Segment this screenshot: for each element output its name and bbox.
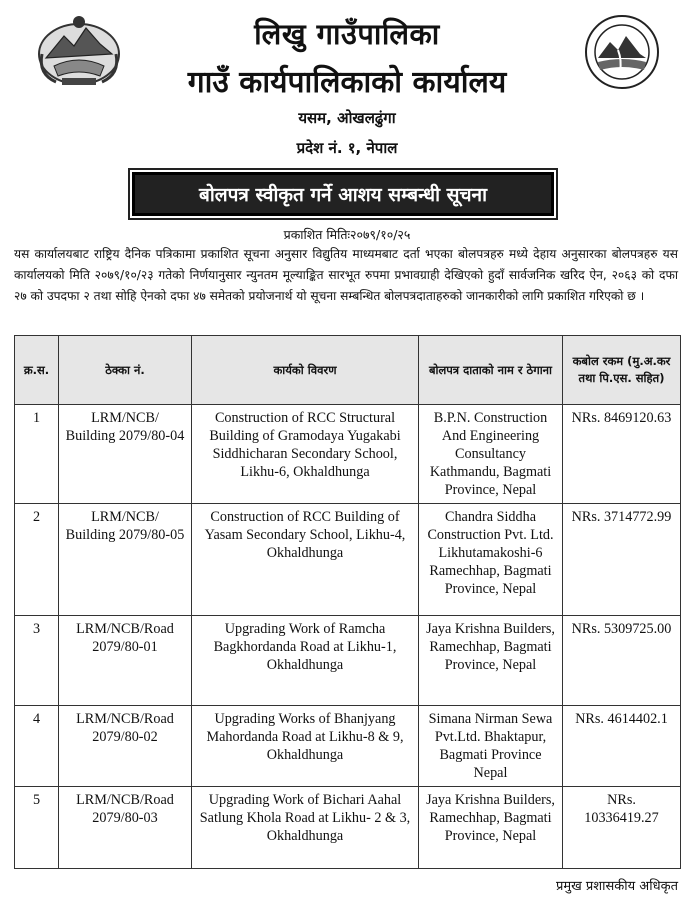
table-row bbox=[15, 706, 681, 787]
header-work: कार्यको विवरण bbox=[192, 336, 419, 405]
cell-work: Construction of RCC Building of Yasam Secondary School, Likhu-4, Okhaldhunga bbox=[192, 504, 419, 616]
cell-sn: 4 bbox=[15, 706, 59, 787]
header-bidder: बोलपत्र दाताको नाम र ठेगाना bbox=[419, 336, 563, 405]
cell-bidder: Jaya Krishna Builders, Ramechhap, Bagmati Province, Nepal bbox=[419, 616, 563, 706]
cell-contract-no: LRM/NCB/Road 2079/80-01 bbox=[59, 616, 192, 706]
signatory-title: प्रमुख प्रशासकीय अधिकृत bbox=[555, 879, 678, 894]
cell-bidder: Jaya Krishna Builders, Ramechhap, Bagmati Province, Nepal bbox=[419, 787, 563, 869]
table-row bbox=[15, 616, 681, 706]
table-row bbox=[15, 405, 681, 504]
cell-contract-no: LRM/NCB/ Building 2079/80-04 bbox=[59, 405, 192, 504]
cell-amount: NRs. 10336419.27 bbox=[563, 787, 681, 869]
cell-work: Upgrading Work of Ramcha Bagkhordanda Road at Likhu-1, Okhaldhunga bbox=[192, 616, 419, 706]
bid-acceptance-table bbox=[14, 335, 681, 869]
cell-bidder: Simana Nirman Sewa Pvt.Ltd. Bhaktapur, Bagmati Province Nepal bbox=[419, 706, 563, 787]
header-sn: क्र.स. bbox=[15, 336, 59, 405]
cell-sn: 1 bbox=[15, 405, 59, 504]
cell-sn: 3 bbox=[15, 616, 59, 706]
table-row bbox=[15, 504, 681, 616]
cell-contract-no: LRM/NCB/Road 2079/80-02 bbox=[59, 706, 192, 787]
office-subtitle: गाउँ कार्यपालिकाको कार्यालय bbox=[187, 65, 507, 100]
cell-work: Construction of RCC Structural Building of Gramodaya Yugakabi Siddhicharan Secondary School, Likhu-6, Okhaldhunga bbox=[192, 405, 419, 504]
cell-bidder: B.P.N. Construction And Engineering Consultancy Kathmandu, Bagmati Province, Nepal bbox=[419, 405, 563, 504]
cell-amount: NRs. 4614402.1 bbox=[563, 706, 681, 787]
cell-work: Upgrading Works of Bhanjyang Mahordanda Road at Likhu-8 & 9, Okhaldhunga bbox=[192, 706, 419, 787]
header-contract-no: ठेक्का नं. bbox=[59, 336, 192, 405]
published-date: प्रकाशित मितिः२०७९/१०/२५ bbox=[283, 227, 411, 242]
cell-amount: NRs. 3714772.99 bbox=[563, 504, 681, 616]
notice-body: यस कार्यालयबाट राष्ट्रिय दैनिक पत्रिकामा प्रकाशित सूचना अनुसार विद्युतिय माध्यमबाट दर्ता भएका बोलपत्रहरु मध्ये देहाय अनुसारका बोलपत्रहरु यस कार्यालयको मिति २०७९/१०/२३ गतेको निर्णयानुसार न्युनतम मूल्याङ्कित सारभूत रुपमा प्रभावग्राही देखिएको हुदाँ सार्वजनिक खरिद ऐन, २०६३ को दफा २७ को उपदफा २ तथा सोहि ऐनको दफा ४७ समेतको प्रयोजनार्थ यो सूचना सम्बन्धित बोलपत्रदाताहरुको जानकारीको लागि प्रकाशित गरिएको छ । bbox=[14, 247, 678, 303]
office-address: यसम, ओखलढुंगा bbox=[298, 109, 396, 127]
cell-bidder: Chandra Siddha Construction Pvt. Ltd. Likhutamakoshi-6 Ramechhap, Bagmati Province, Nepal bbox=[419, 504, 563, 616]
notice-header bbox=[0, 0, 694, 170]
cell-sn: 5 bbox=[15, 787, 59, 869]
office-province: प्रदेश नं. १, नेपाल bbox=[296, 139, 398, 157]
cell-contract-no: LRM/NCB/ Building 2079/80-05 bbox=[59, 504, 192, 616]
office-name-title: लिखु गाउँपालिका bbox=[254, 17, 440, 51]
table-row bbox=[15, 787, 681, 869]
notice-title-banner: बोलपत्र स्वीकृत गर्ने आशय सम्बन्धी सूचना bbox=[132, 172, 554, 216]
cell-amount: NRs. 5309725.00 bbox=[563, 616, 681, 706]
cell-sn: 2 bbox=[15, 504, 59, 616]
cell-contract-no: LRM/NCB/Road 2079/80-03 bbox=[59, 787, 192, 869]
municipality-seal-icon bbox=[584, 14, 660, 90]
cell-work: Upgrading Work of Bichari Aahal Satlung Khola Road at Likhu- 2 & 3, Okhaldhunga bbox=[192, 787, 419, 869]
table-header-row bbox=[15, 336, 681, 405]
header-amount: कबोल रकम (मु.अ.कर तथा पि.एस. सहित) bbox=[563, 336, 681, 405]
cell-amount: NRs. 8469120.63 bbox=[563, 405, 681, 504]
